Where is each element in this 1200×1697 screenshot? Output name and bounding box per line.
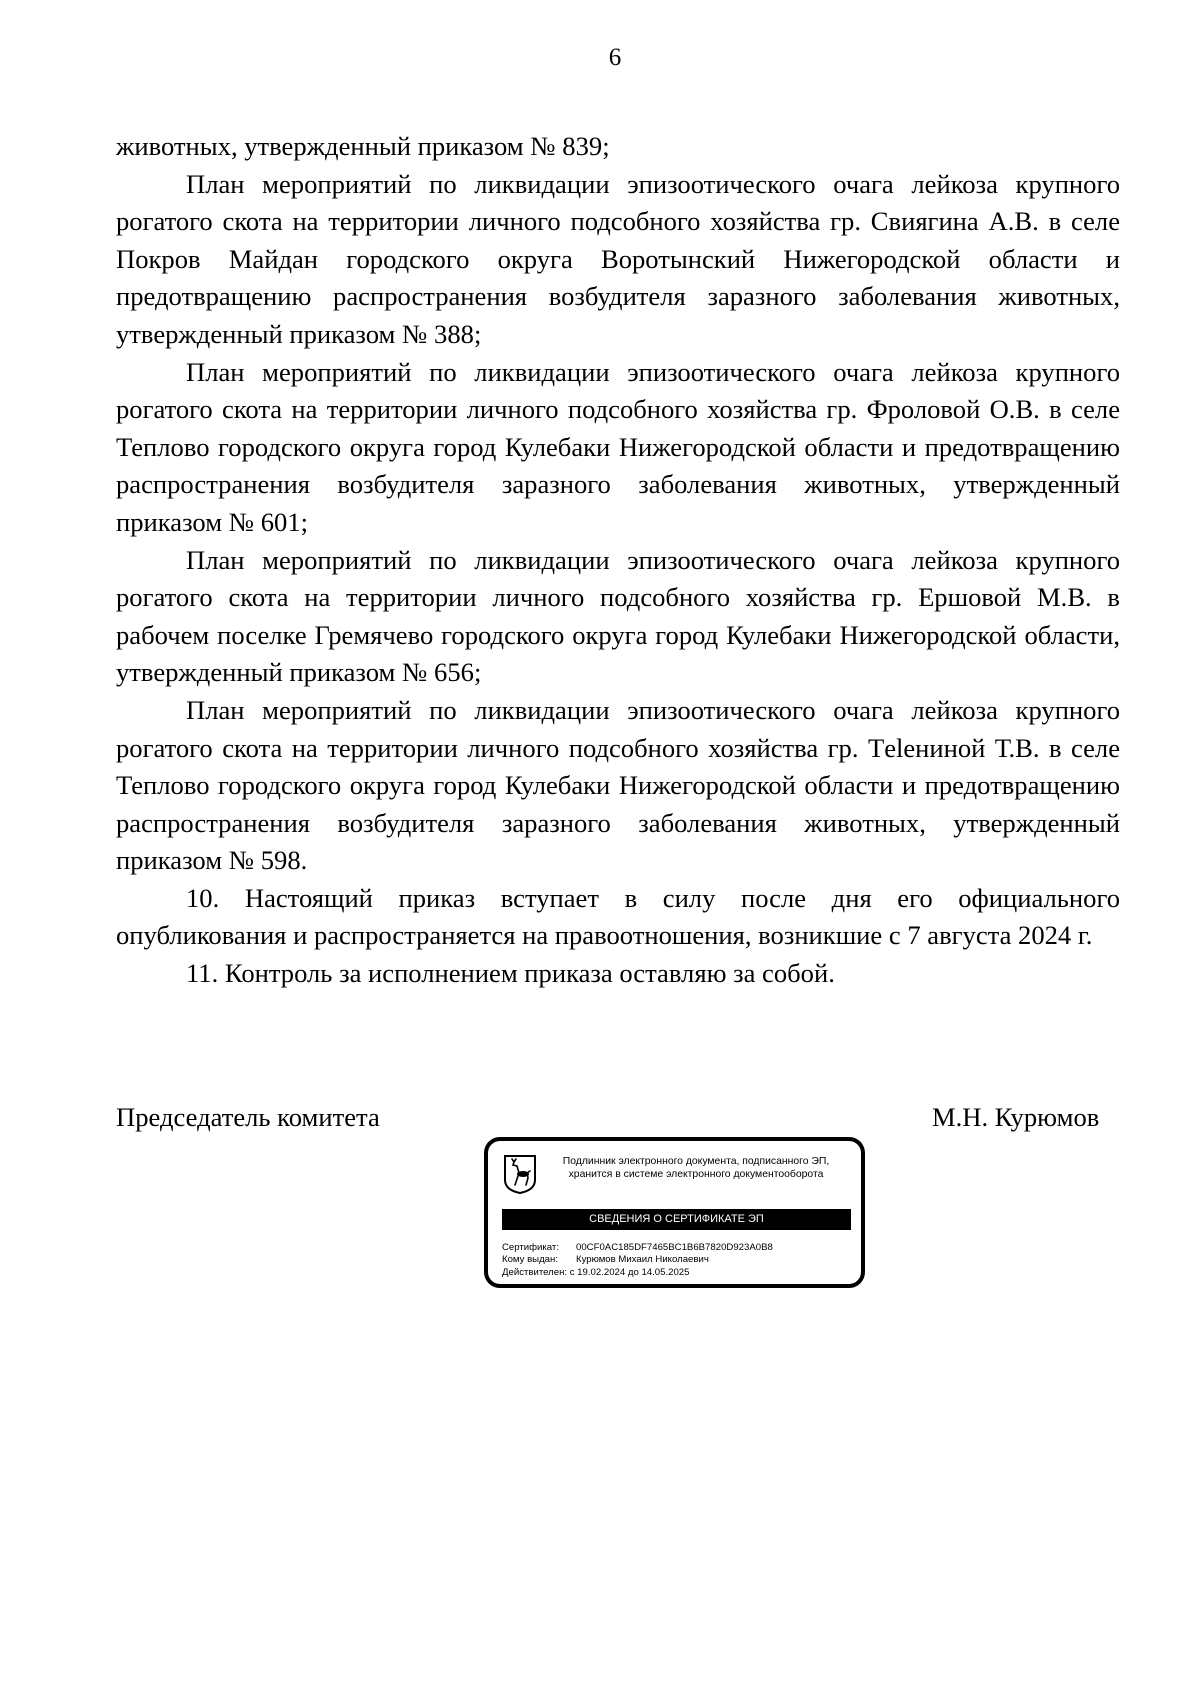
stamp-certificate-title: СВЕДЕНИЯ О СЕРТИФИКАТЕ ЭП: [502, 1209, 851, 1230]
signatory-name: М.Н. Курюмов: [932, 1102, 1100, 1132]
paragraph: План мероприятий по ликвидации эпизоотического очага лейкоза крупного рогатого скота на территории личного подсобного хозяйства гр. Фроловой О.В. в селе Теплово городского округа город Кулебаки Нижегородской области и предотвращению распространения возбудителя заразного заболевания животных, утвержденный приказом № 601;: [116, 356, 1120, 537]
paragraph: животных, утвержденный приказом № 839;: [116, 131, 610, 161]
stamp-header: [540, 1155, 852, 1181]
paragraph: План мероприятий по ликвидации эпизоотического очага лейкоза крупного рогатого скота на территории личного подсобного хозяйства гр. Тelениной Т.В. в селе Теплово городского округа город Кулебаки Нижегородской области и предотвращению распространения возбудителя заразного заболевания животных, утвержденный приказом № 598.: [116, 694, 1120, 876]
paragraph: 10. Настоящий приказ вступает в силу после дня его официального опубликования и распространяется на правоотношения, возникшие с 7 августа 2024 г.: [116, 882, 1120, 951]
certificate-value: 00CF0AC185DF7465BC1B6B7820D923A0B8: [576, 1242, 773, 1253]
issued-to-row: [502, 1254, 773, 1266]
stamp-certificate-details: [502, 1242, 773, 1279]
stamp-header-line: хранится в системе электронного документооборота: [568, 1169, 824, 1180]
validity-row: [502, 1267, 773, 1279]
paragraph: План мероприятий по ликвидации эпизоотического очага лейкоза крупного рогатого скота на территории личного подсобного хозяйства гр. Ершовой М.В. в рабочем поселке Гремячево городского округа город Кулебаки Нижегородской области, утвержденный приказом № 656;: [116, 544, 1120, 688]
deer-emblem-icon: [503, 1154, 537, 1194]
electronic-signature-stamp: [484, 1137, 865, 1288]
issued-to-label: Кому выдан:: [502, 1254, 558, 1266]
page-number: 6: [608, 44, 622, 71]
certificate-row: [502, 1242, 773, 1254]
paragraph: План мероприятий по ликвидации эпизоотического очага лейкоза крупного рогатого скота на территории личного подсобного хозяйства гр. Свиягина А.В. в селе Покров Майдан городского округа Воротынский Нижегородской области и предотвращению распространения возбудителя заразного заболевания животных, утвержденный приказом № 388;: [116, 168, 1120, 349]
validity-value: с 19.02.2024 до 14.05.2025: [569, 1266, 690, 1278]
issued-to-value: Курюмов Михаил Николаевич: [576, 1254, 709, 1266]
signatory-position: Председатель комитета: [116, 1102, 380, 1132]
paragraph: 11. Контроль за исполнением приказа оставляю за собой.: [186, 958, 835, 989]
document-body: [116, 128, 1120, 993]
certificate-label: Сертификат:: [502, 1242, 559, 1253]
validity-label: Действителен:: [502, 1266, 568, 1278]
stamp-header-line: Подлинник электронного документа, подписанного ЭП,: [562, 1156, 830, 1167]
